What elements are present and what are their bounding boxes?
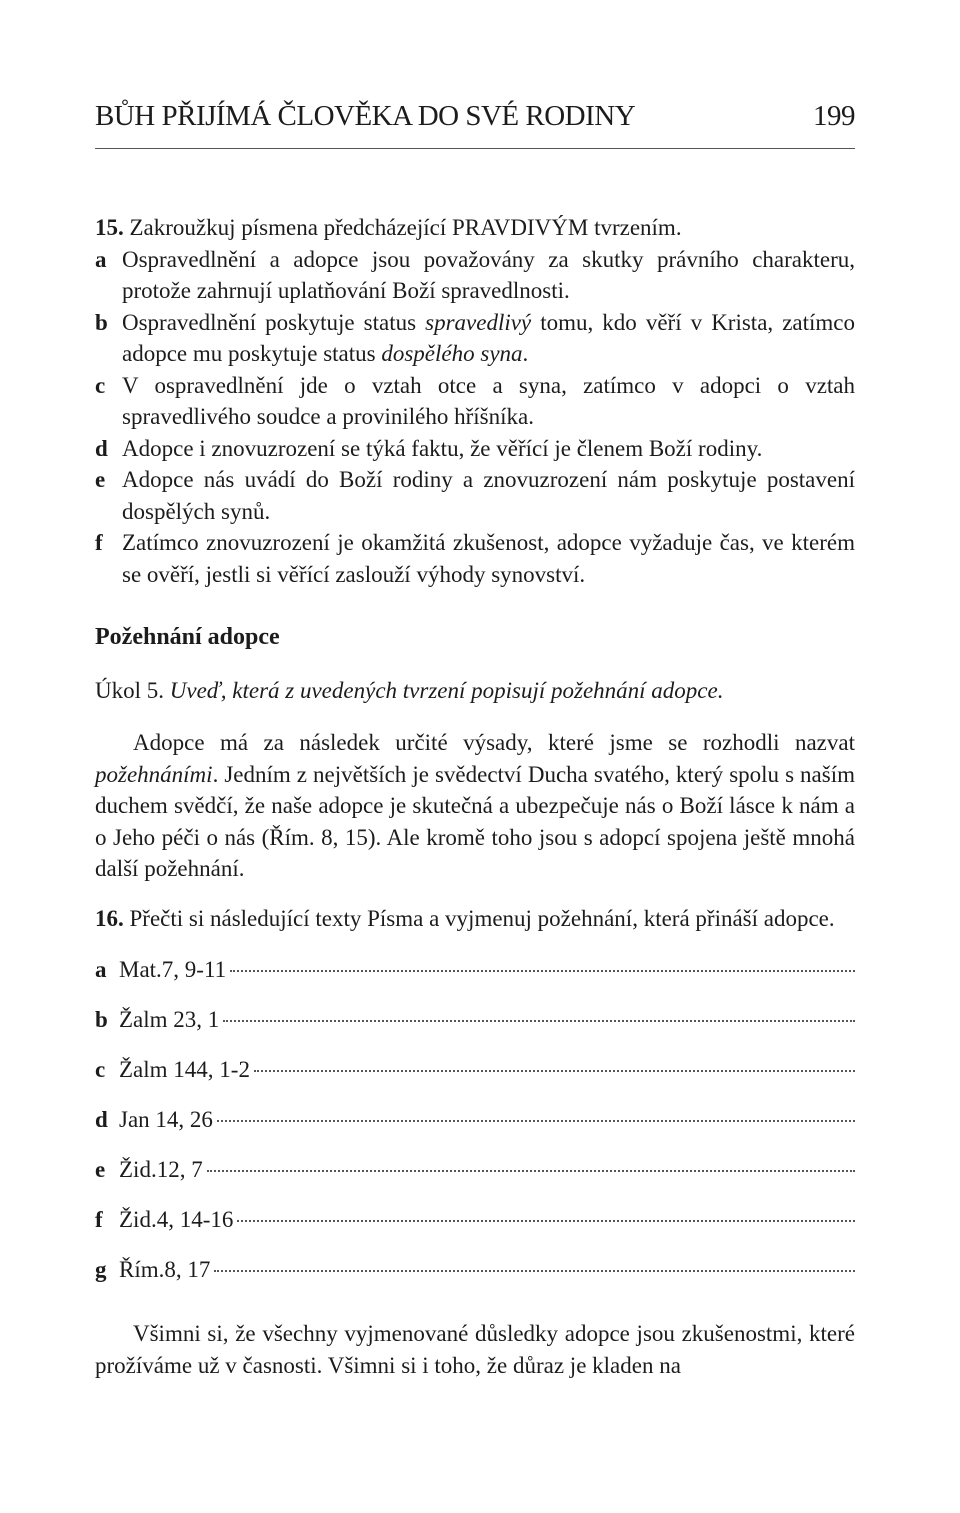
statement-text: Adopce nás uvádí do Boží rodiny a znovuzrození nám poskytuje postavení dospělých synů. <box>122 467 855 524</box>
scripture-item-c <box>95 1054 855 1104</box>
statement-text: V ospravedlnění jde o vztah otce a syna, zatímco v adopci o vztah spravedlivého soudce a provinilého hříšníka. <box>122 372 855 429</box>
statement-text: . <box>522 341 529 366</box>
paragraph-blessings <box>95 727 855 885</box>
running-header <box>95 100 855 133</box>
scripture-ref: Žid.12, 7 <box>119 1157 203 1182</box>
scripture-item-e <box>95 1154 855 1204</box>
scripture-ref: Řím.8, 17 <box>119 1257 211 1282</box>
statement-label: f <box>95 530 103 555</box>
paragraph-emphasis: požehnáními <box>95 761 213 787</box>
scripture-item-b <box>95 1004 855 1054</box>
section-title: Požehnání adopce <box>95 624 280 650</box>
item-label: a <box>95 957 107 982</box>
scripture-item-a <box>95 954 855 1004</box>
scripture-ref: Jan 14, 26 <box>119 1107 213 1132</box>
statement-text: Adopce i znovuzrození se týká faktu, že věřící je členem Boží rodiny. <box>122 435 763 461</box>
scripture-item-f <box>95 1204 855 1254</box>
item-label: e <box>95 1157 106 1182</box>
question-15-number: 15. <box>95 215 124 240</box>
header-rule <box>95 148 855 149</box>
closing-paragraph: Všimni si, že všechny vyjmenované důsledky adopce jsou zkušenostmi, které prožíváme už v časnosti. Všimni si i toho, že důraz je kladen na <box>95 1321 855 1378</box>
answer-line[interactable] <box>237 1220 855 1222</box>
paragraph-text: Adopce má za následek určité výsady, které jsme se rozhodli nazvat <box>133 730 855 755</box>
statement-f <box>95 527 855 590</box>
item-label: g <box>95 1257 107 1282</box>
statement-text: Zatímco znovuzrození je okamžitá zkušenost, adopce vyžaduje čas, ve kterém se ověří, jestli si věřící zaslouží výhody synovství. <box>122 530 855 587</box>
question-15-prompt <box>95 212 855 244</box>
question-16-prompt <box>95 903 855 935</box>
scripture-ref: Mat.7, 9-11 <box>119 957 227 982</box>
statement-label: d <box>95 435 108 461</box>
item-label: c <box>95 1057 106 1082</box>
item-label: d <box>95 1107 108 1132</box>
item-label: b <box>95 1007 108 1032</box>
task-label: Úkol 5. <box>95 677 164 703</box>
scripture-ref: Žid.4, 14-16 <box>119 1207 234 1232</box>
header-title: BŮH PŘIJÍMÁ ČLOVĚKA DO SVÉ RODINY <box>95 100 636 132</box>
statement-label: a <box>95 246 107 272</box>
scripture-ref: Žalm 23, 1 <box>119 1007 220 1032</box>
page-number: 199 <box>813 100 855 132</box>
question-16-text: Přečti si následující texty Písma a vyjmenuj požehnání, která přináší adopce. <box>129 905 835 931</box>
answer-line[interactable] <box>207 1170 855 1172</box>
statement-label: c <box>95 372 106 398</box>
statement-a <box>95 244 855 307</box>
scripture-ref: Žalm 144, 1-2 <box>119 1057 250 1082</box>
statement-b <box>95 307 855 370</box>
statement-label: e <box>95 467 106 492</box>
page-content <box>95 212 855 1381</box>
paragraph-text: . Jedním z největších je svědectví Ducha svatého, který spolu s naším duchem svědčí, že naše adopce je skutečná a ubezpečuje nás o Boží lásce k nám a o Jeho péči o nás (Řím. 8, 15). Ale kromě toho jsou s adopcí spojena ještě mnohá další požehnání. <box>95 761 855 881</box>
statement-text: Ospravedlnění poskytuje status <box>122 309 426 335</box>
scripture-list <box>95 954 855 1304</box>
statement-c <box>95 370 855 433</box>
item-label: f <box>95 1207 103 1232</box>
statement-label: b <box>95 309 108 335</box>
answer-line[interactable] <box>214 1270 855 1272</box>
statement-text: tomu, kdo věří v Krista, zatímco adopce mu poskytuje status <box>122 309 855 366</box>
scripture-item-d <box>95 1104 855 1154</box>
answer-line[interactable] <box>254 1070 855 1072</box>
statement-emphasis: dospělého syna <box>381 341 523 366</box>
task-5 <box>95 675 855 707</box>
task-text: Uveď, která z uvedených tvrzení popisují požehnání adopce. <box>169 677 724 703</box>
statement-d <box>95 433 855 465</box>
scripture-item-g <box>95 1254 855 1304</box>
question-16-number: 16. <box>95 905 124 931</box>
statement-text: Ospravedlnění a adopce jsou považovány za skutky právního charakteru, protože zahrnují uplatňování Boží spravedlnosti. <box>122 246 855 303</box>
answer-line[interactable] <box>223 1020 855 1022</box>
answer-line[interactable] <box>230 970 855 972</box>
question-15-text: Zakroužkuj písmena předcházející PRAVDIVÝM tvrzením. <box>129 215 682 240</box>
answer-line[interactable] <box>217 1120 855 1122</box>
statement-emphasis: spravedlivý <box>425 309 532 335</box>
statement-e <box>95 464 855 527</box>
